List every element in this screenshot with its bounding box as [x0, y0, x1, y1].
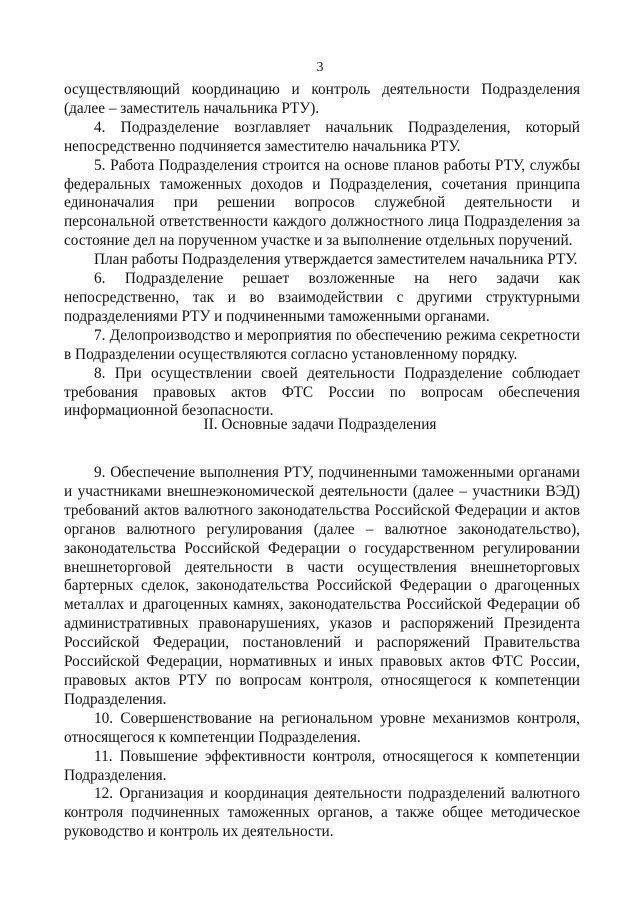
page-number: 3 [316, 60, 324, 75]
paragraph-8: 8. При осуществлении своей деятельности Подразделение соблюдает требования правовых актов ФТС России по вопросам обеспечения информационной безопасности. [64, 364, 580, 420]
paragraph-3-continuation: осуществляющий координацию и контроль деятельности Подразделения (далее – заместитель начальника РТУ). [64, 81, 580, 117]
paragraph-6: 6. Подразделение решает возложенные на него задачи как непосредственно, так и во взаимодействии с другими структурными подразделениями РТУ и подчиненными таможенными органами. [64, 270, 580, 325]
paragraph-5-plan: План работы Подразделения утверждается заместителем начальника РТУ. [94, 251, 578, 269]
section-2-body [64, 464, 580, 842]
section-heading: II. Основные задачи Подразделения [203, 416, 437, 433]
paragraph-4: 4. Подразделение возглавляет начальник Подразделения, который непосредственно подчиняется заместителю начальника РТУ. [64, 118, 580, 155]
paragraph-7: 7. Делопроизводство и мероприятия по обеспечению режима секретности в Подразделении осуществляются согласно установленному порядку. [64, 326, 580, 363]
section-1-body [64, 81, 580, 421]
paragraph-5: 5. Работа Подразделения строится на основе планов работы РТУ, службы федеральных таможенных доходов и Подразделения, сочетания принципа единоначалия при решении вопросов служебной деятельности и персональной ответственности каждого должностного лица Подразделения за состояние дел на порученном участке и за выполнение отдельных поручений. [64, 156, 580, 250]
paragraph-12: 12. Организация и координация деятельности подразделений валютного контроля подчиненных таможенных органов, а также общее методическое руководство и контроль их деятельности. [64, 785, 580, 841]
paragraph-11: 11. Повышение эффективности контроля, относящегося к компетенции Подразделения. [64, 747, 580, 784]
paragraph-9: 9. Обеспечение выполнения РТУ, подчиненными таможенными органами и участниками внешнеэкономической деятельности (далее – участники ВЭД) требований актов валютного законодательства Российской Федерации и актов органов валютного регулирования (далее – валютное законодательство), законодательства Российской Федерации о государственном регулировании внешнеторговой деятельности в части осуществления внешнеторговых бартерных сделок, законодательства Российской Федерации о драгоценных металлах и драгоценных камнях, законодательства Российской Федерации об административных правонарушениях, указов и распоряжений Президента Российской Федерации, постановлений и распоряжений Правительства Российской Федерации, нормативных и иных правовых актов ФТС России, правовых актов РТУ по вопросам контроля, относящегося к компетенции Подразделения. [64, 464, 580, 708]
paragraph-10: 10. Совершенствование на региональном уровне механизмов контроля, относящегося к компетенции Подразделения. [64, 709, 580, 746]
